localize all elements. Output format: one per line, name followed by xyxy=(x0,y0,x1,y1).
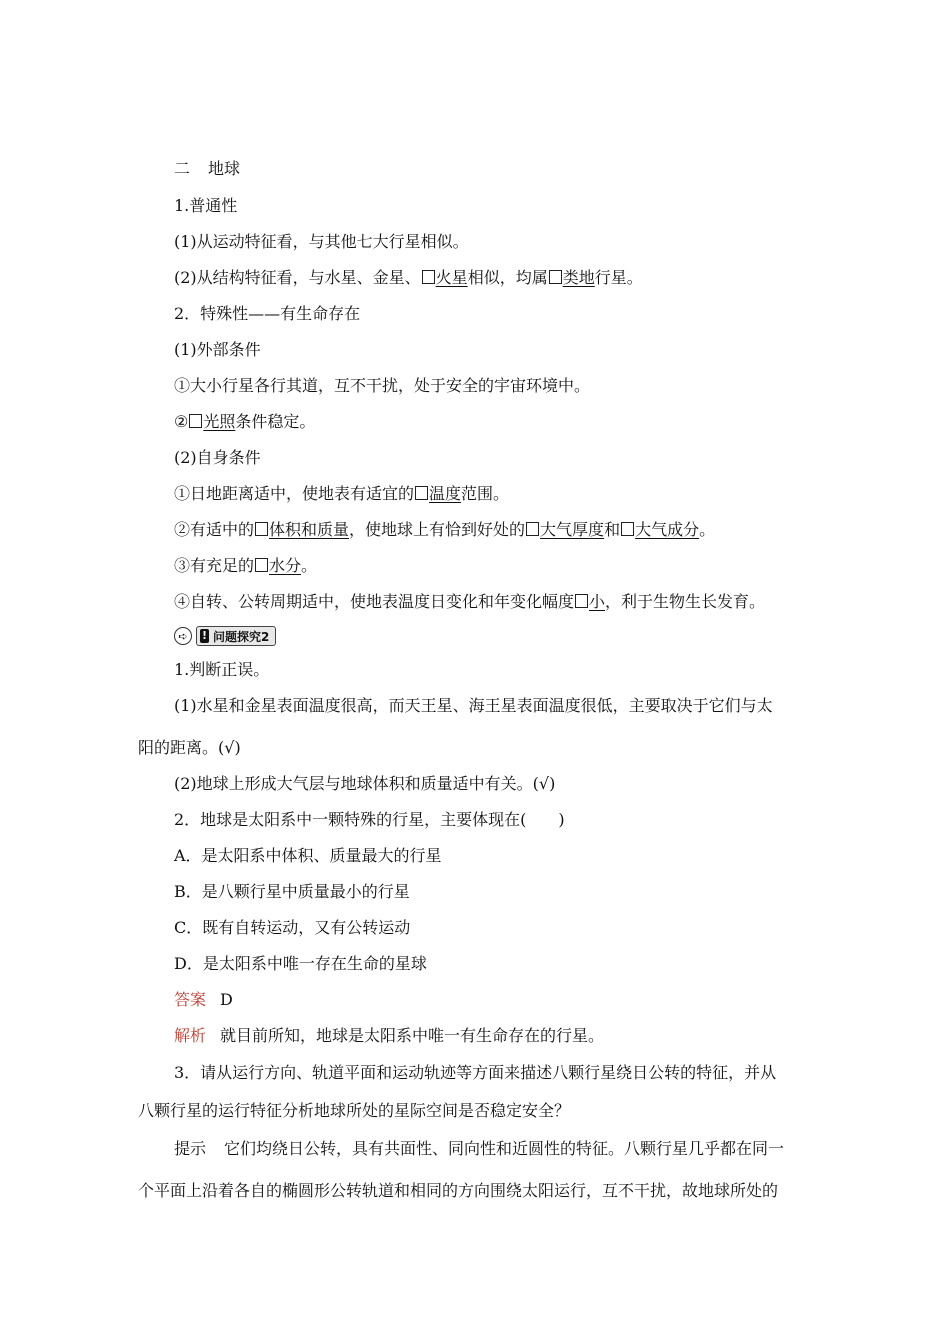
blank-atmos-composition: 大气成分 xyxy=(620,520,699,539)
blank-volume-mass: 体积和质量 xyxy=(254,520,349,539)
answer-label: 答案 xyxy=(174,990,207,1009)
external-conditions: (1)外部条件 xyxy=(174,340,261,359)
q2-analysis xyxy=(174,1026,604,1046)
q3-stem-line2: 八颗行星的运行特征分析地球所处的星际空间是否稳定安全？ xyxy=(138,1101,571,1120)
self-1: ①日地距离适中，使地表有适宜的 温度范围。 xyxy=(174,484,510,503)
q3-hint-line1 xyxy=(174,1139,784,1159)
q1-title: 1.判断正误。 xyxy=(174,660,270,679)
hint-text: 它们均绕日公转，具有共面性、同向性和近圆性的特征。八颗行星几乎都在同一 xyxy=(224,1139,785,1158)
blank-terrestrial: 类地 xyxy=(548,268,595,287)
external-1: ①大小行星各行其道，互不干扰，处于安全的宇宙环境中。 xyxy=(174,376,591,395)
blank-atmos-thickness: 大气厚度 xyxy=(525,520,604,539)
heading-special: 2．特殊性——有生命存在 xyxy=(174,304,361,323)
q3-hint-line2: 个平面上沿着各自的椭圆形公转轨道和相同的方向围绕太阳运行，互不干扰，故地球所处的 xyxy=(138,1181,779,1200)
q2-option-d: D．是太阳系中唯一存在生命的星球 xyxy=(174,954,427,973)
self-3: ③有充足的 水分。 xyxy=(174,556,318,575)
q2-option-c: C．既有自转运动，又有公转运动 xyxy=(174,918,411,937)
blank-small: 小 xyxy=(574,592,605,611)
analysis-label: 解析 xyxy=(174,1026,207,1045)
exclamation-icon: ! xyxy=(201,629,208,642)
q1-a-line1: (1)水星和金星表面温度很高，而天王星、海王星表面温度很低，主要取决于它们与太 xyxy=(174,696,773,715)
generality-motion: (1)从运动特征看，与其他七大行星相似。 xyxy=(174,232,469,251)
blank-light: 光照 xyxy=(188,412,235,431)
blank-temperature: 温度 xyxy=(414,484,461,503)
heading-generality: 1.普通性 xyxy=(174,196,238,215)
analysis-text: 就目前所知，地球是太阳系中唯一有生命存在的行星。 xyxy=(220,1026,605,1045)
q2-stem: 2．地球是太阳系中一颗特殊的行星，主要体现在( ) xyxy=(174,810,565,829)
section-number: 二 xyxy=(174,159,191,178)
inquiry-label: 问题探究2 xyxy=(213,629,270,644)
section-title: 地球 xyxy=(208,159,241,178)
q2-answer xyxy=(174,990,233,1010)
self-2: ②有适中的 体积和质量，使地球上有恰到好处的 大气厚度和 大气成分。 xyxy=(174,520,716,539)
answer-value: D xyxy=(220,990,233,1009)
arrow-right-icon: ➪ xyxy=(174,627,192,645)
q2-option-a: A．是太阳系中体积、质量最大的行星 xyxy=(174,846,442,865)
q1-b: (2)地球上形成大气层与地球体积和质量适中有关。(√) xyxy=(174,774,556,793)
inquiry-badge xyxy=(196,626,276,646)
q3-stem-line1: 3．请从运行方向、轨道平面和运动轨迹等方面来描述八颗行星绕日公转的特征，并从 xyxy=(174,1063,777,1082)
blank-mars: 火星 xyxy=(421,268,468,287)
q1-a-line2: 阳的距离。(√) xyxy=(138,738,241,757)
self-conditions: (2)自身条件 xyxy=(174,448,261,467)
inquiry-tag xyxy=(174,626,276,646)
q2-option-b: B．是八颗行星中质量最小的行星 xyxy=(174,882,410,901)
hint-label: 提示 xyxy=(174,1139,207,1158)
section-heading xyxy=(174,159,240,179)
generality-structure: (2)从结构特征看，与水星、金星、 火星相似，均属 类地行星。 xyxy=(174,268,643,287)
external-2: ② 光照条件稳定。 xyxy=(174,412,316,431)
blank-water: 水分 xyxy=(254,556,301,575)
self-4: ④自转、公转周期适中，使地表温度日变化和年变化幅度 小，利于生物生长发育。 xyxy=(174,592,766,611)
